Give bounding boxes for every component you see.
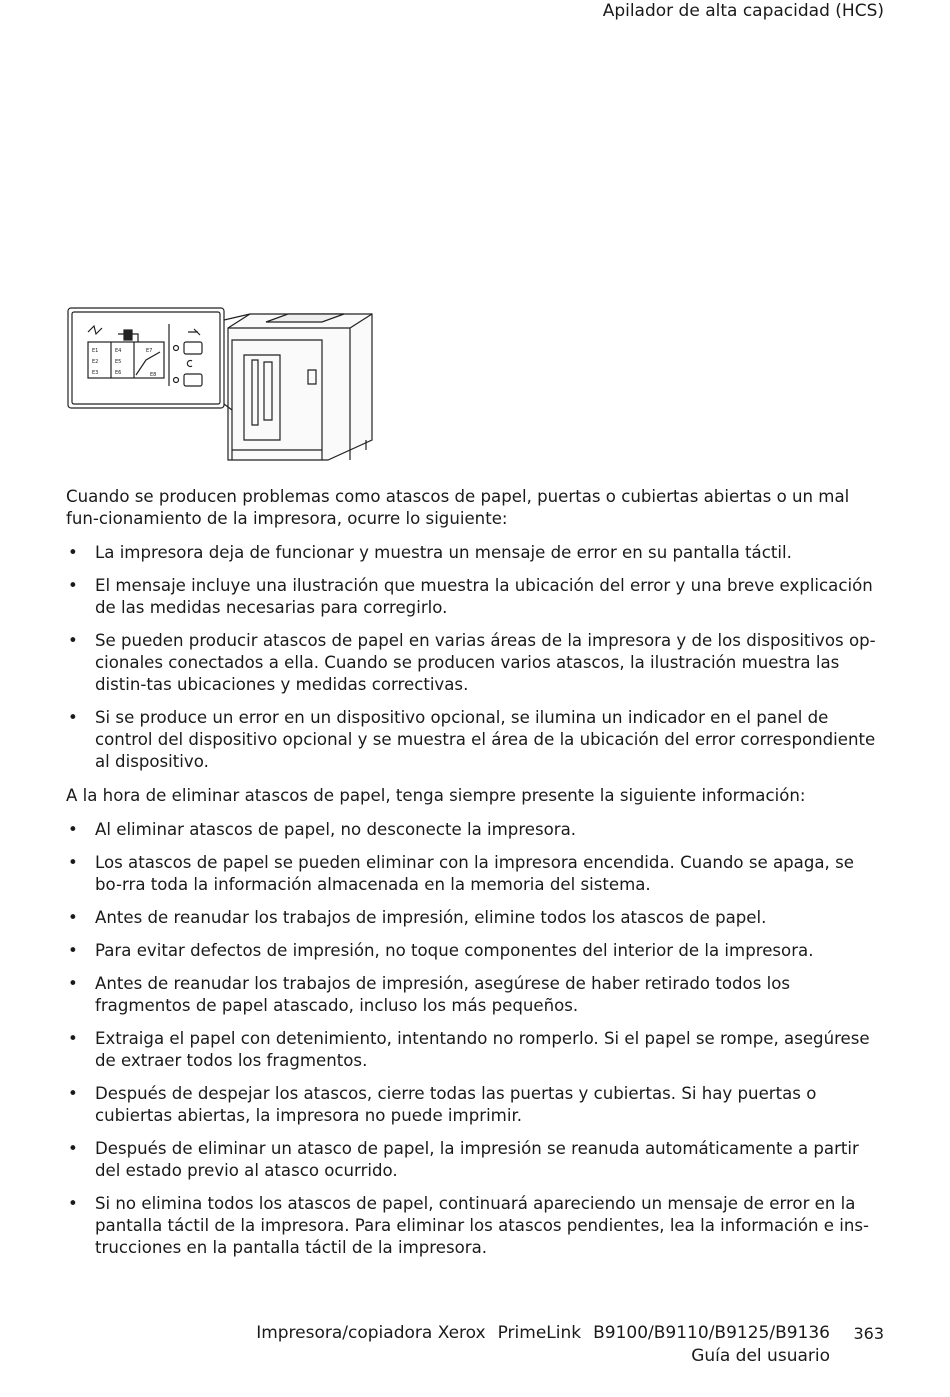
list-item: • Extraiga el papel con detenimiento, intentando no romperlo. Si el papel se rompe, asegúrese de extraer todos los fragmentos. xyxy=(66,1028,886,1072)
hcs-control-panel-illustration xyxy=(66,300,386,470)
running-header: Apilador de alta capacidad (HCS) xyxy=(602,1,884,21)
list-item: • Los atascos de papel se pueden eliminar con la impresora encendida. Cuando se apaga, se bo-rra toda la información almacenada en la memoria del sistema. xyxy=(66,852,886,896)
list-item: • Si no elimina todos los atascos de papel, continuará apareciendo un mensaje de error en la pantalla táctil de la impresora. Para eliminar los atascos pendientes, lea la información e ins-trucciones en la pantalla táctil de la impresora. xyxy=(66,1193,886,1259)
panel-label-e3: E3 xyxy=(92,370,99,376)
list-item: • Para evitar defectos de impresión, no toque componentes del interior de la impresora. xyxy=(66,940,886,962)
footer-product-a: Impresora/copiadora Xerox xyxy=(256,1323,486,1343)
list-item: • Después de eliminar un atasco de papel, la impresión se reanuda automáticamente a partir del estado previo al atasco ocurrido. xyxy=(66,1138,886,1182)
footer-product xyxy=(256,1322,830,1345)
panel-label-e4: E4 xyxy=(115,348,122,354)
list-item: • Después de despejar los atascos, cierre todas las puertas y cubiertas. Si hay puertas o cubiertas abiertas, la impresora no puede imprimir. xyxy=(66,1083,886,1127)
intro-paragraph-2: A la hora de eliminar atascos de papel, tenga siempre presente la siguiente información: xyxy=(66,786,806,805)
jam-clearing-tips-list xyxy=(66,819,886,1259)
list-item: • Se pueden producir atascos de papel en varias áreas de la impresora y de los dispositivos op-cionales conectados a ella. Cuando se producen varios atascos, la ilustración muestra las distin-tas ubicaciones y medidas correctivas. xyxy=(66,630,886,696)
panel-label-e5: E5 xyxy=(115,359,122,365)
panel-label-e2: E2 xyxy=(92,359,99,365)
footer-product-c: B9100/B9110/B9125/B9136 xyxy=(593,1323,830,1343)
footer-product-b: PrimeLink xyxy=(497,1323,582,1343)
body-text xyxy=(66,486,886,1271)
list-item: • El mensaje incluye una ilustración que muestra la ubicación del error y una breve explicación de las medidas necesarias para corregirlo. xyxy=(66,575,886,619)
list-item: • Antes de reanudar los trabajos de impresión, asegúrese de haber retirado todos los fragmentos de papel atascado, incluso los más pequeños. xyxy=(66,973,886,1017)
list-item: • La impresora deja de funcionar y muestra un mensaje de error en su pantalla táctil. xyxy=(66,542,886,564)
error-behavior-list xyxy=(66,542,886,773)
list-item: • Antes de reanudar los trabajos de impresión, elimine todos los atascos de papel. xyxy=(66,907,886,929)
intro-paragraph: Cuando se producen problemas como atascos de papel, puertas o cubiertas abiertas o un mal fun-cionamiento de la impresora, ocurre lo siguiente: xyxy=(66,487,850,528)
footer-guide: Guía del usuario xyxy=(691,1346,830,1366)
panel-label-e8: E8 xyxy=(150,372,157,378)
page-number: 363 xyxy=(853,1324,884,1343)
panel-label-e1: E1 xyxy=(92,348,99,354)
list-item: • Si se produce un error en un dispositivo opcional, se ilumina un indicador en el panel de control del dispositivo opcional y se muestra el área de la ubicación del error correspondiente al dispositivo. xyxy=(66,707,886,773)
panel-label-e6: E6 xyxy=(115,370,122,376)
panel-label-e7: E7 xyxy=(146,348,153,354)
list-item: • Al eliminar atascos de papel, no desconecte la impresora. xyxy=(66,819,886,841)
